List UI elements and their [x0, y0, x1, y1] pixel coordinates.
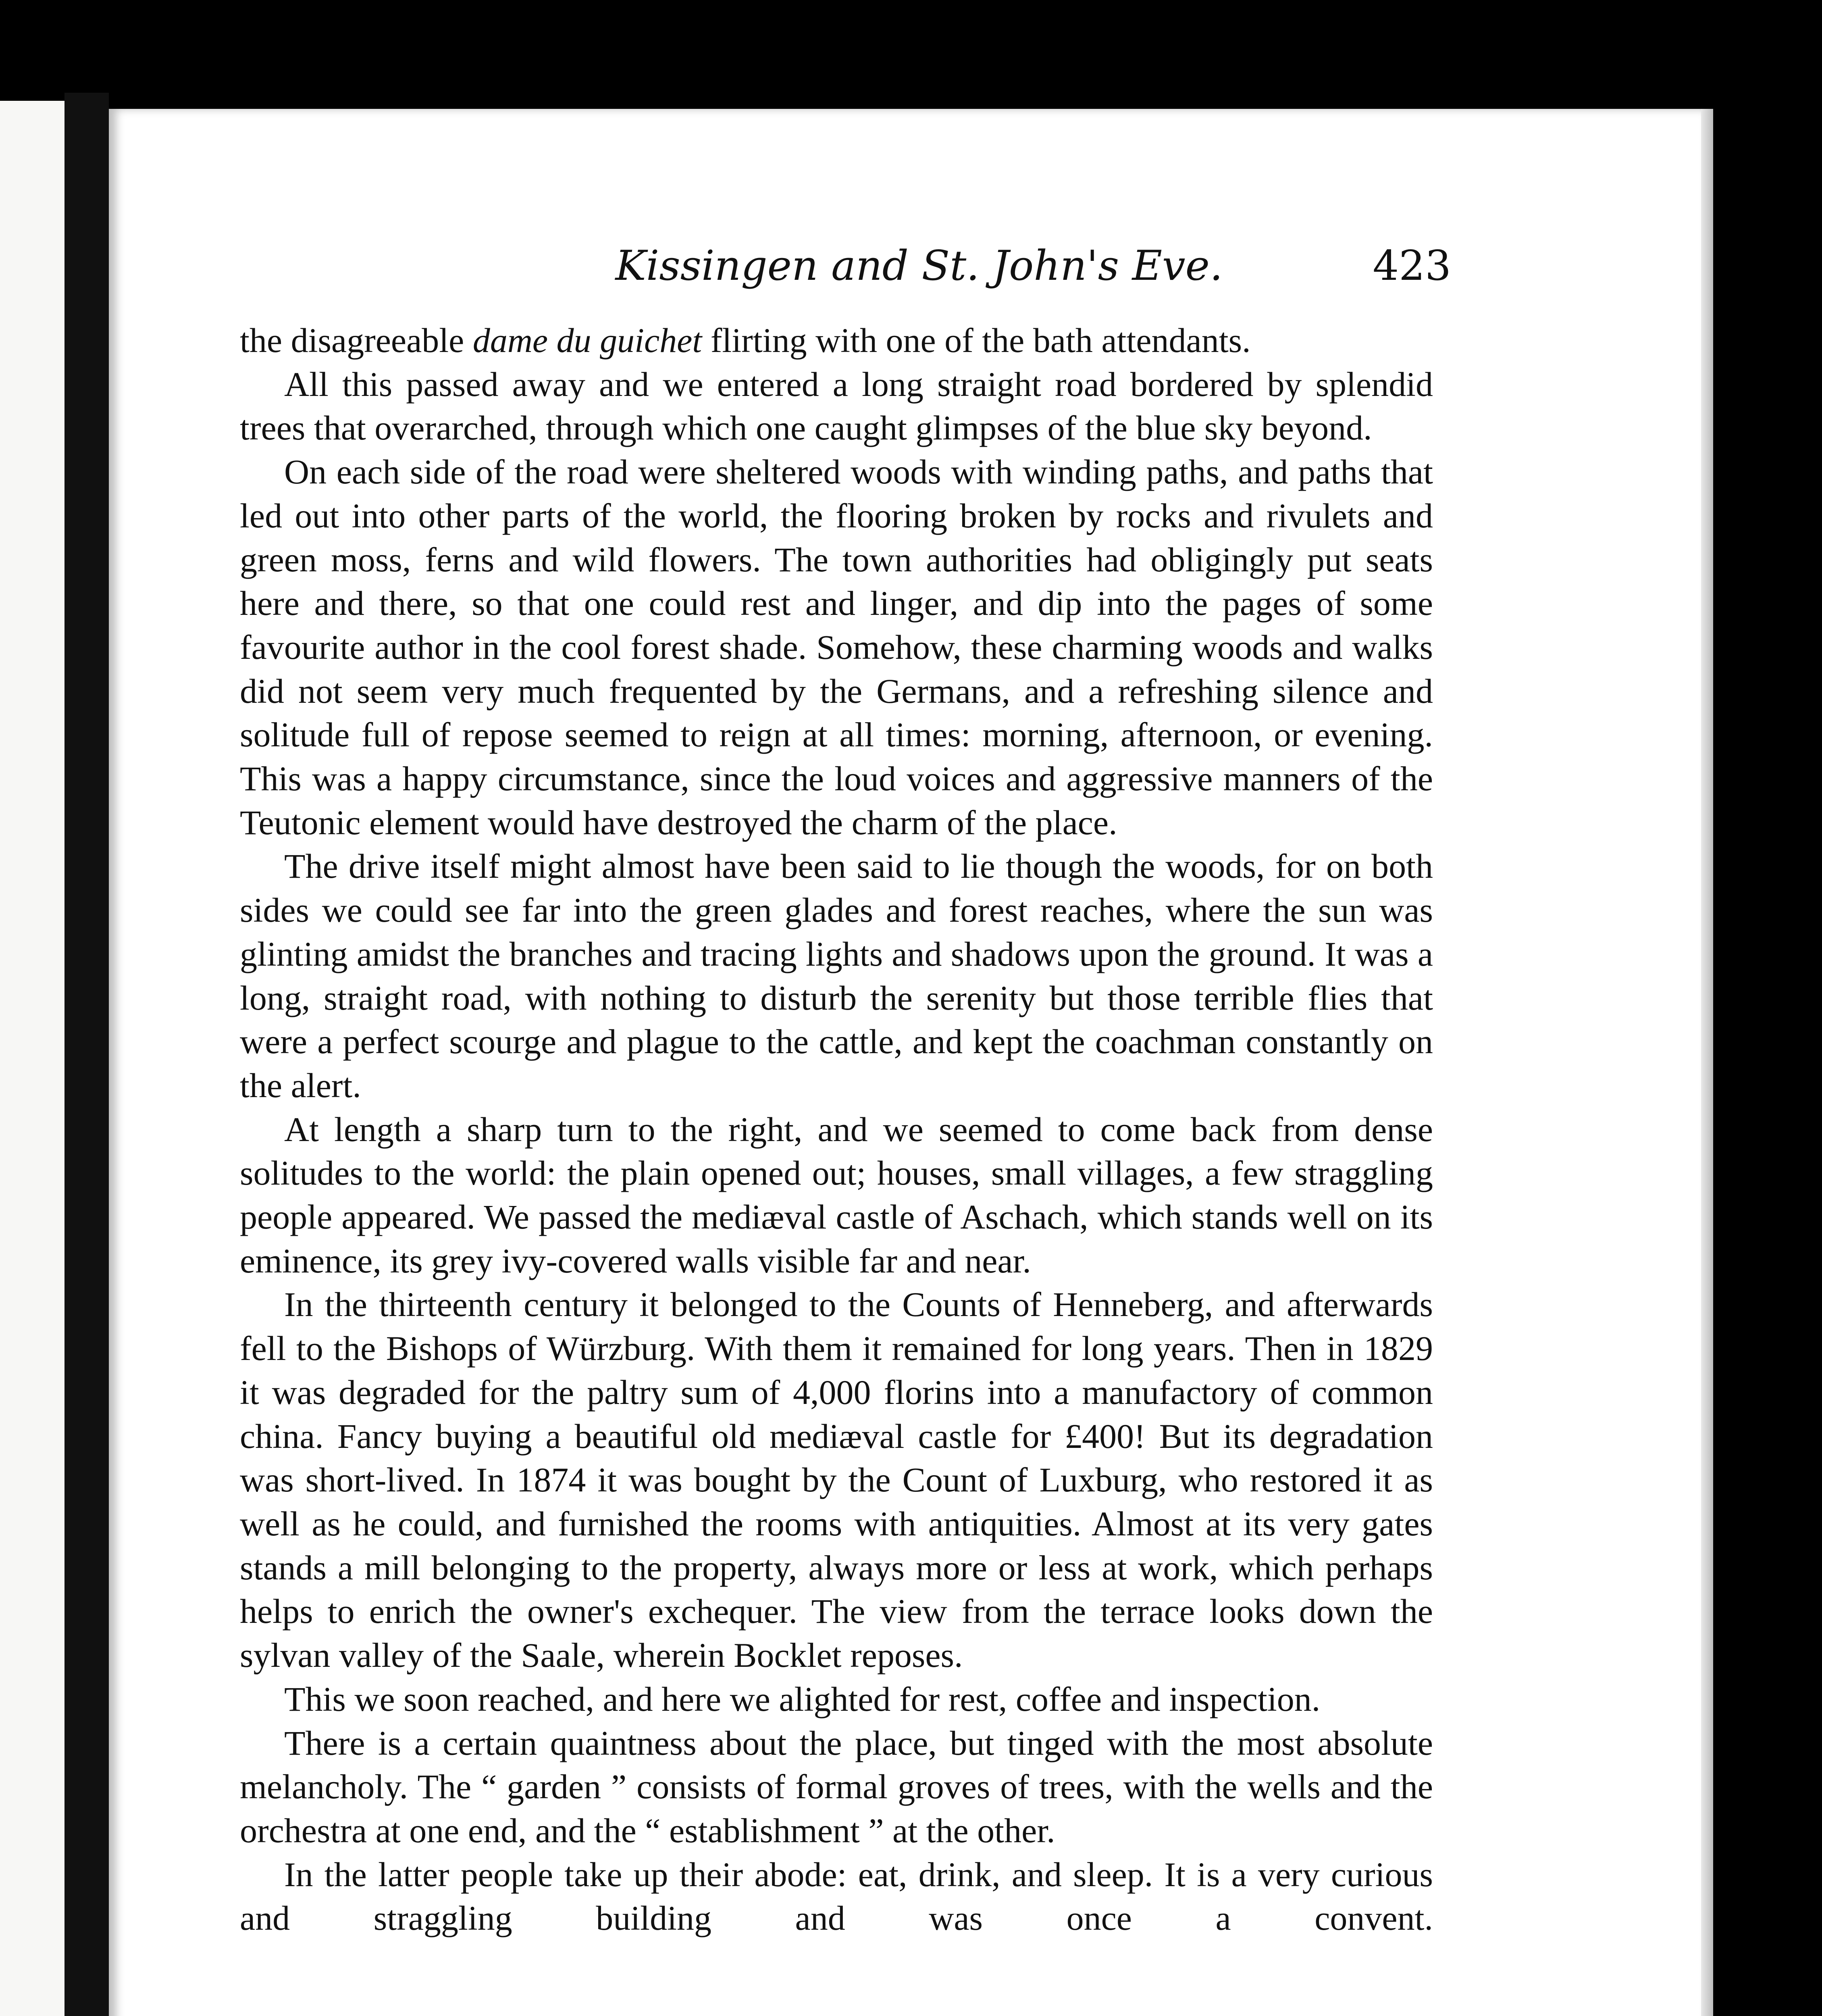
italic-phrase: dame du guichet [472, 321, 702, 360]
body-text [240, 319, 1433, 1940]
paragraph-6: In the thirteenth century it belonged to the Counts of Henneberg, and afterwards fell to the Bishops of Würzburg. With them it remained for long years. Then in 1829 it was degraded for the paltry sum of 4,000 florins into a manufactory of common china. Fancy buying a beautiful old mediæval castle for £400! But its degradation was short-lived. In 1874 it was bought by the Count of Luxburg, who restored it as well as he could, and furnished the rooms with antiquities. Almost at its very gates stands a mill belonging to the property, always more or less at work, which perhaps helps to enrich the owner's exchequer. The view from the terrace looks down the sylvan valley of the Saale, wherein Bocklet reposes. [240, 1285, 1433, 1675]
paragraph-1-post: flirting with one of the bath attendants. [702, 321, 1251, 360]
page-sheet [109, 109, 1701, 2016]
paragraph-8: There is a certain quaintness about the place, but tinged with the most absolute melancholy. The “ garden ” consists of formal groves of trees, with the wells and the orchestra at one end, and the “ establishment ” at the other. [240, 1723, 1433, 1850]
page-number: 423 [1373, 242, 1451, 290]
paragraph-3: On each side of the road were sheltered woods with winding paths, and paths that led out into other parts of the world, the flooring broken by rocks and rivulets and green moss, ferns and wild flowers. The town authorities had obligingly put seats here and there, so that one could rest and linger, and dip into the pages of some favourite author in the cool forest shade. Somehow, these charming woods and walks did not seem very much frequented by the Germans, and a refreshing silence and solitude full of repose seemed to reign at all times: morning, afternoon, or evening. This was a happy circumstance, since the loud voices and aggressive manners of the Teutonic element would have destroyed the charm of the place. [240, 452, 1433, 842]
running-head [109, 242, 1701, 298]
paragraph-1 [240, 319, 1433, 362]
paragraph-7: This we soon reached, and here we alighted for rest, coffee and inspection. [284, 1679, 1321, 1718]
paragraph-2: All this passed away and we entered a long straight road bordered by splendid trees that overarched, through which one caught glimpses of the blue sky beyond. [240, 364, 1433, 448]
page-right-edge [1701, 109, 1713, 2016]
paragraph-1-pre: the disagreeable [240, 321, 473, 360]
facing-page-edge [0, 101, 64, 2016]
running-title: Kissingen and St. John's Eve. [615, 242, 1223, 290]
paragraph-4: The drive itself might almost have been said to lie though the woods, for on both sides we could see far into the green glades and forest reaches, where the sun was glinting amidst the branches and tracing lights and shadows upon the ground. It was a long, straight road, with nothing to disturb the serenity but those terrible flies that were a perfect scourge and plague to the cattle, and kept the coachman constantly on the alert. [240, 847, 1433, 1105]
book-gutter [64, 93, 109, 2016]
paragraph-9: In the latter people take up their abode: eat, drink, and sleep. It is a very curious and straggling building and was once a convent. [240, 1855, 1433, 1938]
paragraph-5: At length a sharp turn to the right, and we seemed to come back from dense solitudes to the world: the plain opened out; houses, small villages, a few straggling people appeared. We passed the mediæval castle of Aschach, which stands well on its eminence, its grey ivy-covered walls visible far and near. [240, 1110, 1433, 1280]
